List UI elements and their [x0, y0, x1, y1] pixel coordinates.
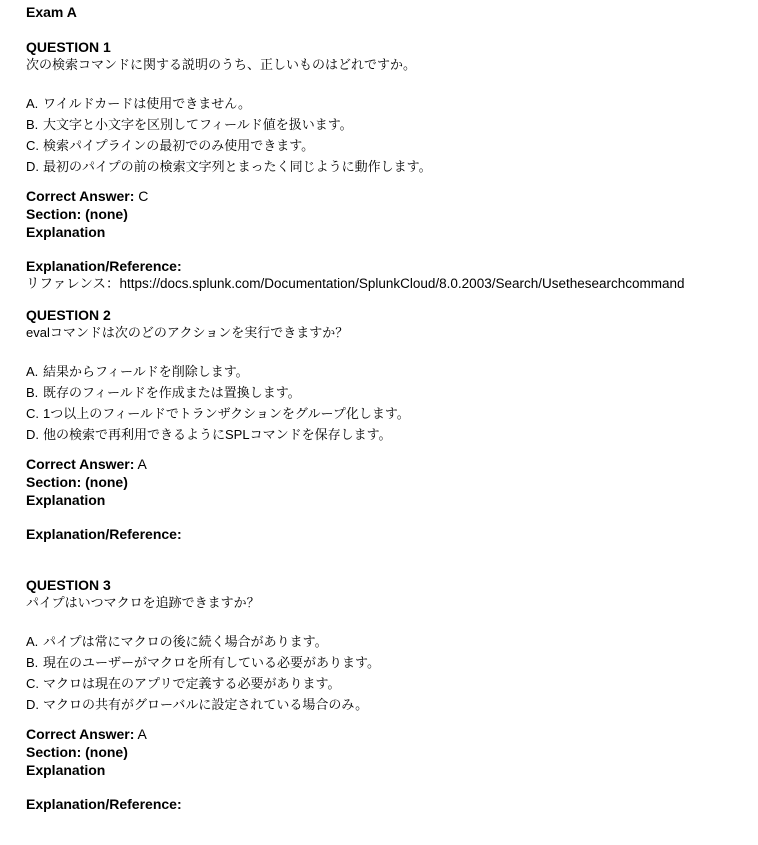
- option-letter: C.: [26, 406, 39, 421]
- option-c: [26, 135, 752, 156]
- question-heading: QUESTION 3: [26, 577, 111, 593]
- correct-answer: [26, 725, 752, 743]
- option-list: [26, 361, 752, 445]
- correct-answer-value: A: [137, 726, 147, 742]
- answer-block: [26, 725, 752, 779]
- option-letter: B.: [26, 385, 39, 400]
- question-1: [26, 39, 752, 293]
- exam-title: Exam A: [26, 4, 77, 20]
- question-heading: QUESTION 2: [26, 307, 111, 323]
- option-a: [26, 631, 752, 652]
- correct-answer: [26, 455, 752, 473]
- question-prompt: 次の検索コマンドに関する説明のうち、正しいものはどれですか。: [26, 57, 417, 72]
- option-letter: D.: [26, 697, 39, 712]
- option-letter: B.: [26, 117, 39, 132]
- explanation-label: Explanation: [26, 224, 106, 240]
- option-letter: A.: [26, 96, 39, 111]
- option-b: [26, 382, 752, 403]
- option-text: マクロの共有がグローバルに設定されている場合のみ。: [43, 697, 369, 712]
- option-text: 既存のフィールドを作成または置換します。: [43, 385, 301, 400]
- option-text: 1つ以上のフィールドでトランザクションをグループ化します。: [43, 406, 410, 421]
- option-letter: A.: [26, 634, 39, 649]
- option-letter: C.: [26, 676, 39, 691]
- option-text: パイプは常にマクロの後に続く場合があります。: [43, 634, 328, 649]
- correct-answer-value: A: [137, 456, 147, 472]
- option-b: [26, 114, 752, 135]
- option-letter: C.: [26, 138, 39, 153]
- option-a: [26, 93, 752, 114]
- option-list: [26, 93, 752, 177]
- reference-heading: Explanation/Reference:: [26, 258, 182, 274]
- question-prompt: evalコマンドは次のどのアクションを実行できますか？: [26, 325, 349, 340]
- answer-block: [26, 187, 752, 241]
- option-letter: B.: [26, 655, 39, 670]
- correct-answer-label: Correct Answer:: [26, 726, 135, 742]
- option-text: 現在のユーザーがマクロを所有している必要があります。: [43, 655, 380, 670]
- option-a: [26, 361, 752, 382]
- answer-block: [26, 455, 752, 509]
- question-prompt: パイプはいつマクロを追跡できますか？: [26, 595, 260, 610]
- explanation-label: Explanation: [26, 762, 106, 778]
- option-c: [26, 403, 752, 424]
- option-text: 検索パイプラインの最初でのみ使用できます。: [43, 138, 315, 153]
- correct-answer-label: Correct Answer:: [26, 456, 135, 472]
- option-letter: D.: [26, 159, 39, 174]
- option-text: ワイルドカードは使用できません。: [43, 96, 252, 111]
- question-2: [26, 307, 752, 543]
- option-letter: A.: [26, 364, 39, 379]
- reference-heading: Explanation/Reference:: [26, 796, 182, 812]
- correct-answer: [26, 187, 752, 205]
- option-list: [26, 631, 752, 715]
- option-c: [26, 673, 752, 694]
- option-text: 結果からフィールドを削除します。: [43, 364, 249, 379]
- option-d: [26, 694, 752, 715]
- exam-document: [26, 4, 752, 813]
- question-heading: QUESTION 1: [26, 39, 111, 55]
- correct-answer-label: Correct Answer:: [26, 188, 135, 204]
- reference-heading: Explanation/Reference:: [26, 526, 182, 542]
- section-line: Section: (none): [26, 206, 128, 222]
- option-text: 最初のパイプの前の検索文字列とまったく同じように動作します。: [43, 159, 432, 174]
- reference-text: リファレンス：https://docs.splunk.com/Documentation/SplunkCloud/8.0.2003/Search/Usethesearchcommand: [26, 276, 685, 291]
- question-3: [26, 577, 752, 813]
- correct-answer-value: C: [138, 188, 149, 204]
- option-text: マクロは現在のアプリで定義する必要があります。: [43, 676, 341, 691]
- option-d: [26, 424, 752, 445]
- option-b: [26, 652, 752, 673]
- option-text: 他の検索で再利用できるようにSPLコマンドを保存します。: [43, 427, 392, 442]
- section-line: Section: (none): [26, 474, 128, 490]
- option-d: [26, 156, 752, 177]
- option-letter: D.: [26, 427, 39, 442]
- section-line: Section: (none): [26, 744, 128, 760]
- explanation-label: Explanation: [26, 492, 106, 508]
- option-text: 大文字と小文字を区別してフィールド値を扱います。: [43, 117, 353, 132]
